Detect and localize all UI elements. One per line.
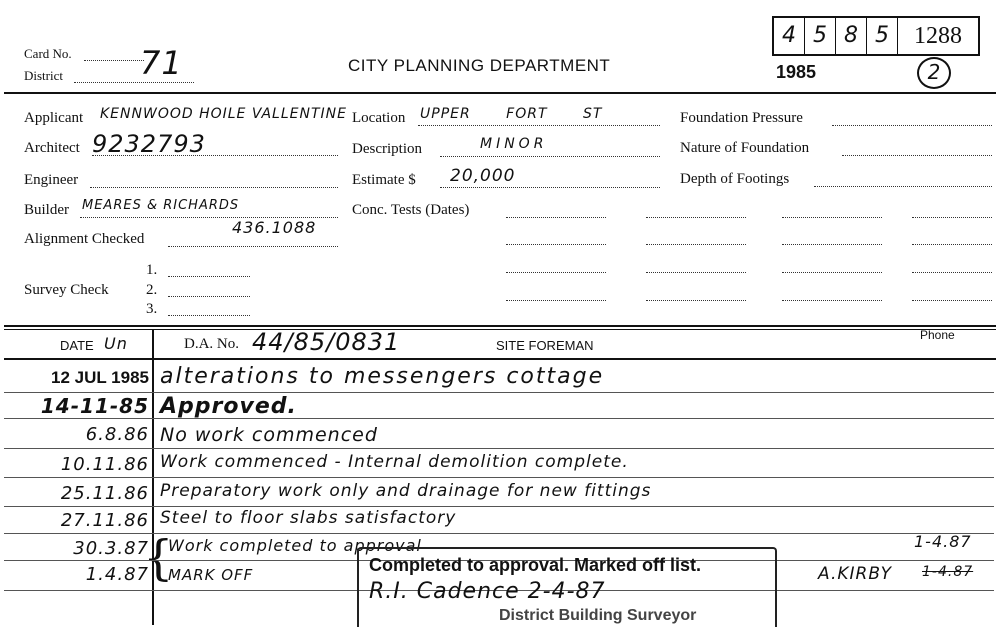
conc-tests-line <box>646 300 746 301</box>
estimate-line <box>440 187 660 188</box>
log-row-line <box>4 392 994 393</box>
conc-tests-line <box>506 244 606 245</box>
date-hand: Un <box>104 334 128 353</box>
inspector-struck-date: 1-4.87 <box>922 564 974 580</box>
applicant-label: Applicant <box>24 110 84 126</box>
depth-of-footings-label: Depth of Footings <box>680 171 790 187</box>
date-label: DATE <box>60 338 94 353</box>
card-no-line <box>84 60 144 61</box>
nature-of-foundation-label: Nature of Foundation <box>680 140 810 156</box>
approval-stamp <box>357 547 777 627</box>
log-date: 12 JUL 1985 <box>51 368 149 387</box>
reference-number-box <box>772 16 980 56</box>
log-text: MARK OFF <box>168 566 254 584</box>
builder-label: Builder <box>24 202 69 218</box>
conc-tests-line <box>912 217 992 218</box>
log-row-line <box>4 506 994 507</box>
department-title: CITY PLANNING DEPARTMENT <box>348 56 611 75</box>
conc-tests-line <box>782 244 882 245</box>
da-no-label: D.A. No. <box>184 336 239 352</box>
ref-cell: 4 <box>774 18 805 54</box>
alignment-line <box>168 246 338 247</box>
architect-label: Architect <box>24 140 80 156</box>
log-date: 1.4.87 <box>85 564 149 585</box>
ref-number: 1288 <box>914 23 962 49</box>
survey-item-1: 1. <box>146 262 158 278</box>
estimate-value: 20,000 <box>450 166 516 186</box>
log-text: Work completed to approval <box>168 536 422 555</box>
log-top-rule <box>4 325 996 327</box>
ref-cell: 5 <box>867 18 898 54</box>
log-row-line <box>4 448 994 449</box>
location-line <box>418 125 660 126</box>
log-row-line <box>4 477 994 478</box>
stamp-title: Completed to approval. Marked off list. <box>369 555 702 575</box>
ref-cell: 8 <box>836 18 867 54</box>
log-row-line <box>4 418 994 419</box>
survey-line <box>168 276 250 277</box>
log-date: 30.3.87 <box>73 538 149 559</box>
conc-tests-label: Conc. Tests (Dates) <box>352 202 470 218</box>
foundation-pressure-label: Foundation Pressure <box>680 110 803 126</box>
survey-line <box>168 315 250 316</box>
description-value: MINOR <box>480 136 548 152</box>
architect-value: 9232793 <box>92 130 206 158</box>
applicant-value: KENNWOOD HOILE VALLENTINE <box>100 106 347 122</box>
architect-line <box>92 155 338 156</box>
log-date: 25.11.86 <box>60 483 149 504</box>
da-no-value: 44/85/0831 <box>252 328 401 356</box>
circled-number: 2 <box>917 57 951 89</box>
location-label: Location <box>352 110 406 126</box>
header-divider <box>4 92 996 94</box>
survey-item-2: 2. <box>146 282 158 298</box>
conc-tests-line <box>912 300 992 301</box>
log-text: Preparatory work only and drainage for new fittings <box>160 481 652 501</box>
card-no-label: Card No. <box>24 46 72 61</box>
conc-tests-line <box>646 272 746 273</box>
conc-tests-line <box>912 244 992 245</box>
engineer-label: Engineer <box>24 172 79 188</box>
engineer-line <box>90 187 338 188</box>
log-text: Approved. <box>160 394 297 419</box>
conc-tests-line <box>646 244 746 245</box>
district-line <box>74 82 194 83</box>
description-label: Description <box>352 141 422 157</box>
conc-tests-line <box>782 217 882 218</box>
conc-tests-line <box>782 272 882 273</box>
survey-item-3: 3. <box>146 301 158 317</box>
log-text: Work commenced - Internal demolition complete. <box>160 452 629 472</box>
ref-cell: 5 <box>805 18 836 54</box>
alignment-checked-label: Alignment Checked <box>24 231 145 247</box>
survey-line <box>168 296 250 297</box>
district-value: 71 <box>140 44 183 82</box>
inspector-signature: A.KIRBY <box>818 564 893 584</box>
location-value: UPPER FORT ST <box>420 106 603 122</box>
conc-tests-line <box>646 217 746 218</box>
log-date: 14-11-85 <box>40 394 149 418</box>
stamp-footer: District Building Surveyor <box>499 607 697 624</box>
conc-tests-line <box>912 272 992 273</box>
right-date: 1-4.87 <box>914 532 972 551</box>
site-foreman-label: SITE FOREMAN <box>496 338 594 353</box>
district-label: District <box>24 68 63 83</box>
conc-tests-line <box>782 300 882 301</box>
log-date: 6.8.86 <box>85 424 149 445</box>
alignment-phone: 436.1088 <box>232 218 317 237</box>
year: 1985 <box>776 62 817 82</box>
depth-of-footings-line <box>814 186 992 187</box>
builder-value: MEARES & RICHARDS <box>82 198 240 213</box>
log-text: alterations to messengers cottage <box>160 364 605 389</box>
description-line <box>440 156 660 157</box>
log-text: No work commenced <box>160 424 378 446</box>
conc-tests-line <box>506 300 606 301</box>
log-date: 27.11.86 <box>60 510 149 531</box>
survey-check-label: Survey Check <box>24 282 109 298</box>
log-date: 10.11.86 <box>60 454 149 475</box>
conc-tests-line <box>506 217 606 218</box>
phone-label: Phone <box>920 328 955 342</box>
foundation-pressure-line <box>832 125 992 126</box>
bracket-mark: { <box>143 530 174 586</box>
estimate-label: Estimate $ <box>352 172 416 188</box>
stamp-signature: R.I. Cadence 2-4-87 <box>369 579 606 604</box>
nature-of-foundation-line <box>842 155 992 156</box>
conc-tests-line <box>506 272 606 273</box>
log-text: Steel to floor slabs satisfactory <box>160 508 457 528</box>
